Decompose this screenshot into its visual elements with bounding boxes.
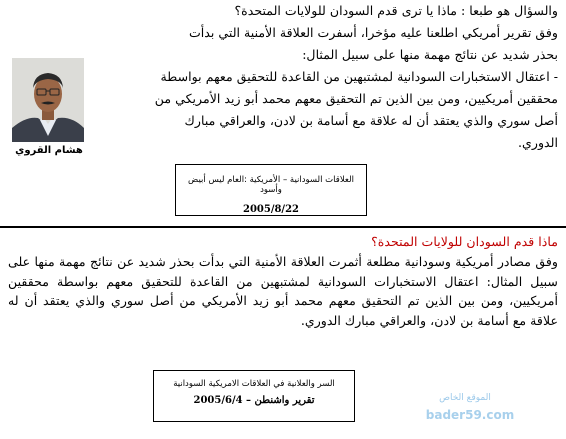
bottom-headline: ماذا قدم السودان للولايات المتحدة؟ xyxy=(371,234,558,249)
top-article-line: والسؤال هو طبعا : ماذا يا ترى قدم السودان للولايات المتحدة؟ xyxy=(234,3,558,18)
top-article-line: محققين أمريكيين، ومن بين الذين تم التحقيق معهم محمد أبو زيد الأمريكي من xyxy=(154,91,558,106)
top-article-line: بحذر شديد عن نتائج مهمة منها على سبيل المثال: xyxy=(302,47,558,62)
source-date: تقرير واشنطن – 2005/6/4 xyxy=(193,395,315,406)
watermark-url: bader59.com xyxy=(425,408,515,422)
top-article-line: الدوري. xyxy=(518,135,558,150)
source-title: العلاقات السودانية – الأمريكية :العام ليس أبيض وأسود xyxy=(188,175,354,195)
top-article-line: وفق تقرير أمريكي اطلعنا عليه مؤخرا، أسفرت العلاقة الأمنية التي بدأت xyxy=(188,25,558,40)
author-photo xyxy=(12,58,84,142)
top-article-line: أصل سوري والذي يعتقد أن له علاقة مع أسامة بن لادن، والعراقي مبارك xyxy=(184,113,558,128)
source-box-bottom xyxy=(153,370,355,422)
section-divider xyxy=(0,226,566,228)
top-article-line: - اعتقال الاستخبارات السودانية لمشتبهين من القاعدة للتحقيق معهم بواسطة xyxy=(160,69,558,84)
top-article xyxy=(96,0,558,154)
source-date: 2005/8/22 xyxy=(242,204,299,215)
source-title: السر والعلانية في العلاقات الامريكية السودانية xyxy=(173,379,335,389)
author-name: هشام القروي xyxy=(15,145,83,156)
bottom-article-body: وفق مصادر أمريكية وسودانية مطلعة أثمرت العلاقة الأمنية التي بدأت بحذر شديد عن نتائج مهمة منها على سبيل المثال: اعتقال الاستخبارات السودانية لمشتبهين من القاعدة للتحقيق معهم بواسطة محققين أمريكيين، ومن بين الذين تم التحقيق معهم محمد أبو زيد الأمريكي من أصل سوري والذي يعتقد أن له علاقة مع أسامة بن لادن، والعراقي مبارك الدوري. xyxy=(8,254,558,328)
watermark-label: الموقع الخاص xyxy=(439,393,491,403)
source-box-top xyxy=(175,164,367,216)
